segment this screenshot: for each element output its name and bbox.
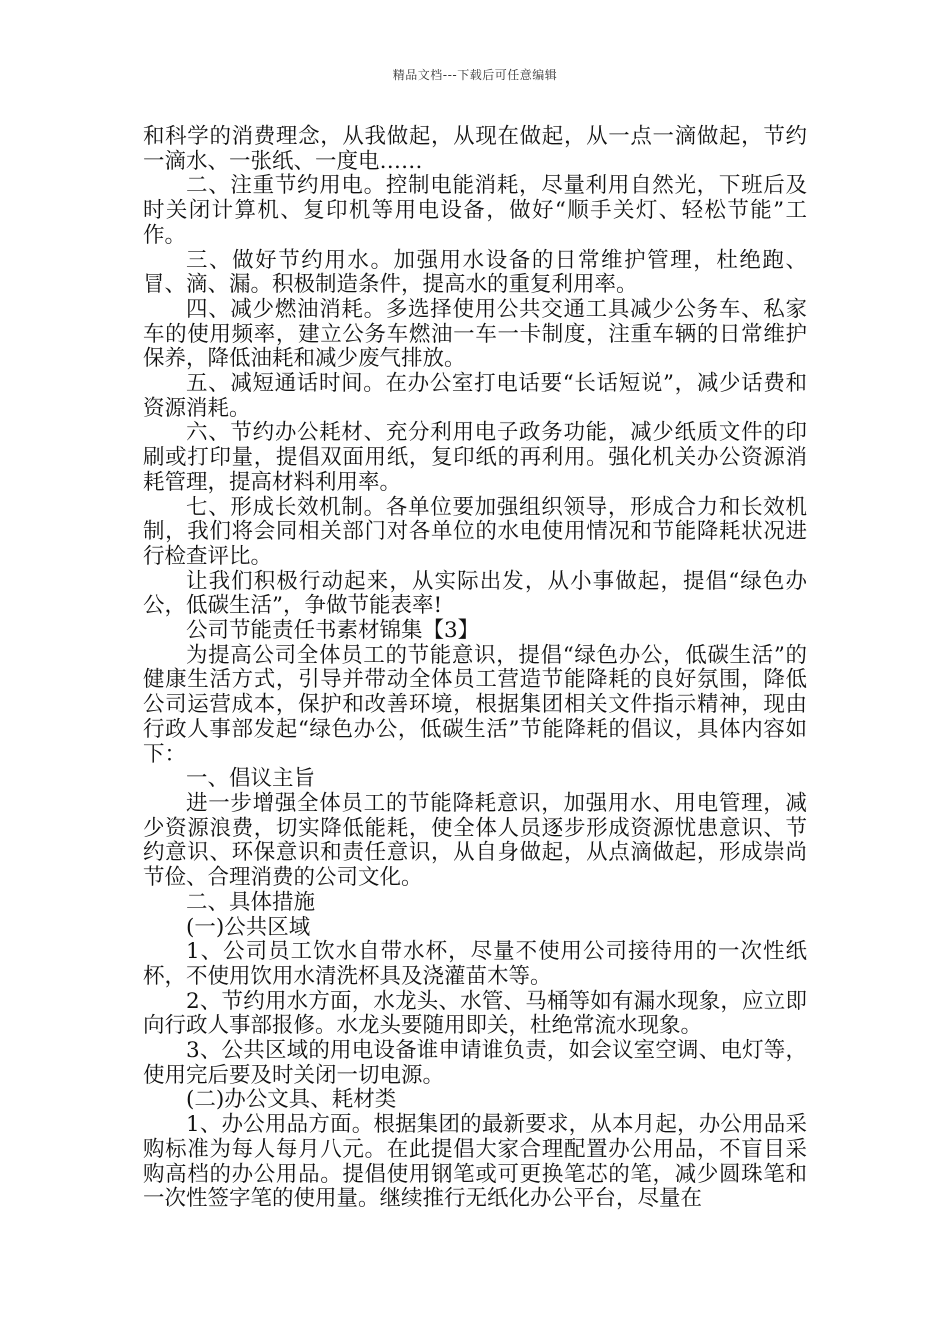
- paragraph: 五、减短通话时间。在办公室打电话要“长话短说”，减少话费和资源消耗。: [143, 371, 807, 421]
- paragraph: 让我们积极行动起来，从实际出发，从小事做起，提倡“绿色办公，低碳生活”，争做节能表率!: [143, 568, 807, 619]
- document-body: [143, 125, 807, 1212]
- section-heading: 二、具体措施: [186, 889, 316, 915]
- section-heading: 一、倡议主旨: [186, 766, 316, 792]
- section-title: 公司节能责任书素材锦集【3】: [186, 618, 480, 644]
- paragraph: 3、公共区域的用电设备谁申请谁负责，如会议室空调、电灯等，使用完后要及时关闭一切电源。: [143, 1038, 807, 1088]
- paragraph: 和科学的消费理念，从我做起，从现在做起，从一点一滴做起，节约一滴水、一张纸、一度电……: [143, 124, 807, 174]
- paragraph: 1、办公用品方面。根据集团的最新要求，从本月起，办公用品采购标准为每人每月八元。在此提倡大家合理配置办公用品，不盲目采购高档的办公用品。提倡使用钢笔或可更换笔芯的笔，减少圆珠笔和一次性签字笔的使用量。继续推行无纸化办公平台，尽量在: [143, 1112, 807, 1212]
- paragraph: 2、节约用水方面，水龙头、水管、马桶等如有漏水现象，应立即向行政人事部报修。水龙头要随用即关，杜绝常流水现象。: [143, 988, 807, 1039]
- page-header: 精品文档---下载后可任意编辑: [392, 68, 558, 82]
- paragraph: 二、注重节约用电。控制电能消耗，尽量利用自然光，下班后及时关闭计算机、复印机等用电设备，做好“顺手关灯、轻松节能”工作。: [143, 173, 807, 248]
- paragraph: 七、形成长效机制。各单位要加强组织领导，形成合力和长效机制，我们将会同相关部门对各单位的水电使用情况和节能降耗状况进行检查评比。: [143, 494, 807, 569]
- subsection-heading: (二)办公文具、耗材类: [186, 1087, 397, 1113]
- paragraph: 进一步增强全体员工的节能降耗意识，加强用水、用电管理，减少资源浪费，切实降低能耗，使全体人员逐步形成资源忧患意识、节约意识、环保意识和责任意识，从自身做起，从点滴做起，形成崇尚节俭、合理消费的公司文化。: [143, 790, 807, 891]
- paragraph: 六、节约办公耗材、充分利用电子政务功能，减少纸质文件的印刷或打印量，提倡双面用纸，复印纸的再利用。强化机关办公资源消耗管理，提高材料利用率。: [143, 420, 807, 495]
- paragraph: 四、减少燃油消耗。多选择使用公共交通工具减少公务车、私家车的使用频率，建立公务车燃油一车一卡制度，注重车辆的日常维护保养，降低油耗和减少废气排放。: [143, 296, 807, 372]
- paragraph: 为提高公司全体员工的节能意识，提倡“绿色办公，低碳生活”的健康生活方式，引导并带动全体员工营造节能降耗的良好氛围，降低公司运营成本，保护和改善环境，根据集团相关文件指示精神，现由行政人事部发起“绿色办公，低碳生活”节能降耗的倡议，具体内容如下：: [143, 642, 807, 767]
- paragraph: 1、公司员工饮水自带水杯，尽量不使用公司接待用的一次性纸杯，不使用饮用水清洗杯具及浇灌苗木等。: [143, 939, 807, 989]
- subsection-heading: (一)公共区域: [186, 914, 311, 940]
- paragraph: 三、做好节约用水。加强用水设备的日常维护管理，杜绝跑、冒、滴、漏。积极制造条件，提高水的重复利用率。: [143, 247, 807, 298]
